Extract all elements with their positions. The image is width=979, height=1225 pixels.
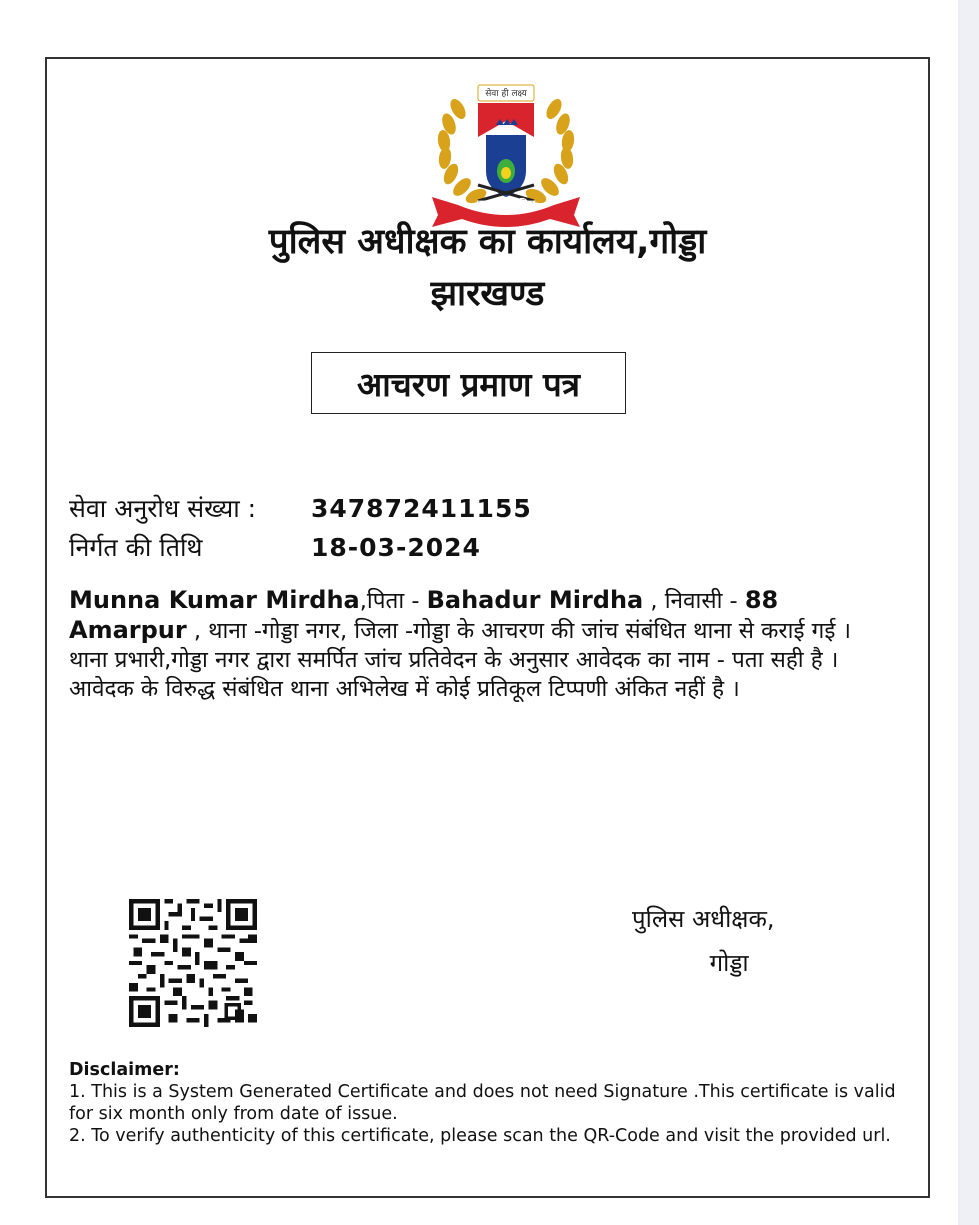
- state-title: झारखण्ड: [430, 274, 545, 314]
- disclaimer-title: Disclaimer:: [69, 1060, 180, 1080]
- disclaimer-item-2: 2. To verify authenticity of this certificate, please scan the QR-Code and visit the provided url.: [69, 1126, 891, 1146]
- certificate-body: [69, 586, 881, 704]
- service-request-row: [69, 492, 532, 526]
- signatory-district: गोड्डा: [709, 949, 749, 977]
- issue-date-value: 18-03-2024: [311, 533, 481, 562]
- issue-date-row: [69, 531, 481, 565]
- emblem-ribbon-text: झारखण्ड पुलिस: [477, 199, 535, 210]
- disclaimer-item-1: 1. This is a System Generated Certificate and does not need Signature .This certificate is valid for six month only from date of issue.: [69, 1082, 896, 1124]
- resident-label: , निवासी -: [643, 588, 745, 614]
- address: 88 Amarpur: [69, 586, 779, 644]
- office-title: पुलिस अधीक्षक का कार्यालय,गोड्डा: [268, 222, 707, 262]
- signatory-designation: पुलिस अधीक्षक,: [632, 905, 775, 933]
- service-request-number: 347872411155: [311, 494, 532, 523]
- father-name: Bahadur Mirdha: [426, 586, 644, 614]
- signatory-block: [632, 897, 775, 985]
- certificate-title: आचरण प्रमाण पत्र: [311, 352, 626, 414]
- body-rest-text: , थाना -गोड्डा नगर, जिला -गोड्डा के आचरण की जांच संबंधित थाना से कराई गई । थाना प्रभारी,गोड्डा नगर द्वारा समर्पित जांच प्रतिवेदन के अनुसार आवेदक का नाम - पता सही है । आवेदक के विरुद्ध संबंधित थाना अभिलेख में कोई प्रतिकूल टिप्पणी अंकित नहीं है ।: [69, 618, 852, 702]
- service-request-label: सेवा अनुरोध संख्या :: [69, 494, 257, 523]
- certificate: [45, 57, 930, 1198]
- applicant-name: Munna Kumar Mirdha: [69, 586, 360, 614]
- issue-date-label: निर्गत की तिथि: [69, 533, 203, 562]
- scrollbar-track[interactable]: [958, 0, 979, 1225]
- disclaimer-section: [69, 1059, 909, 1147]
- qr-code-icon[interactable]: [129, 899, 257, 1027]
- father-label: ,पिता -: [359, 588, 427, 614]
- emblem-motto: सेवा ही लक्ष्य: [485, 89, 527, 99]
